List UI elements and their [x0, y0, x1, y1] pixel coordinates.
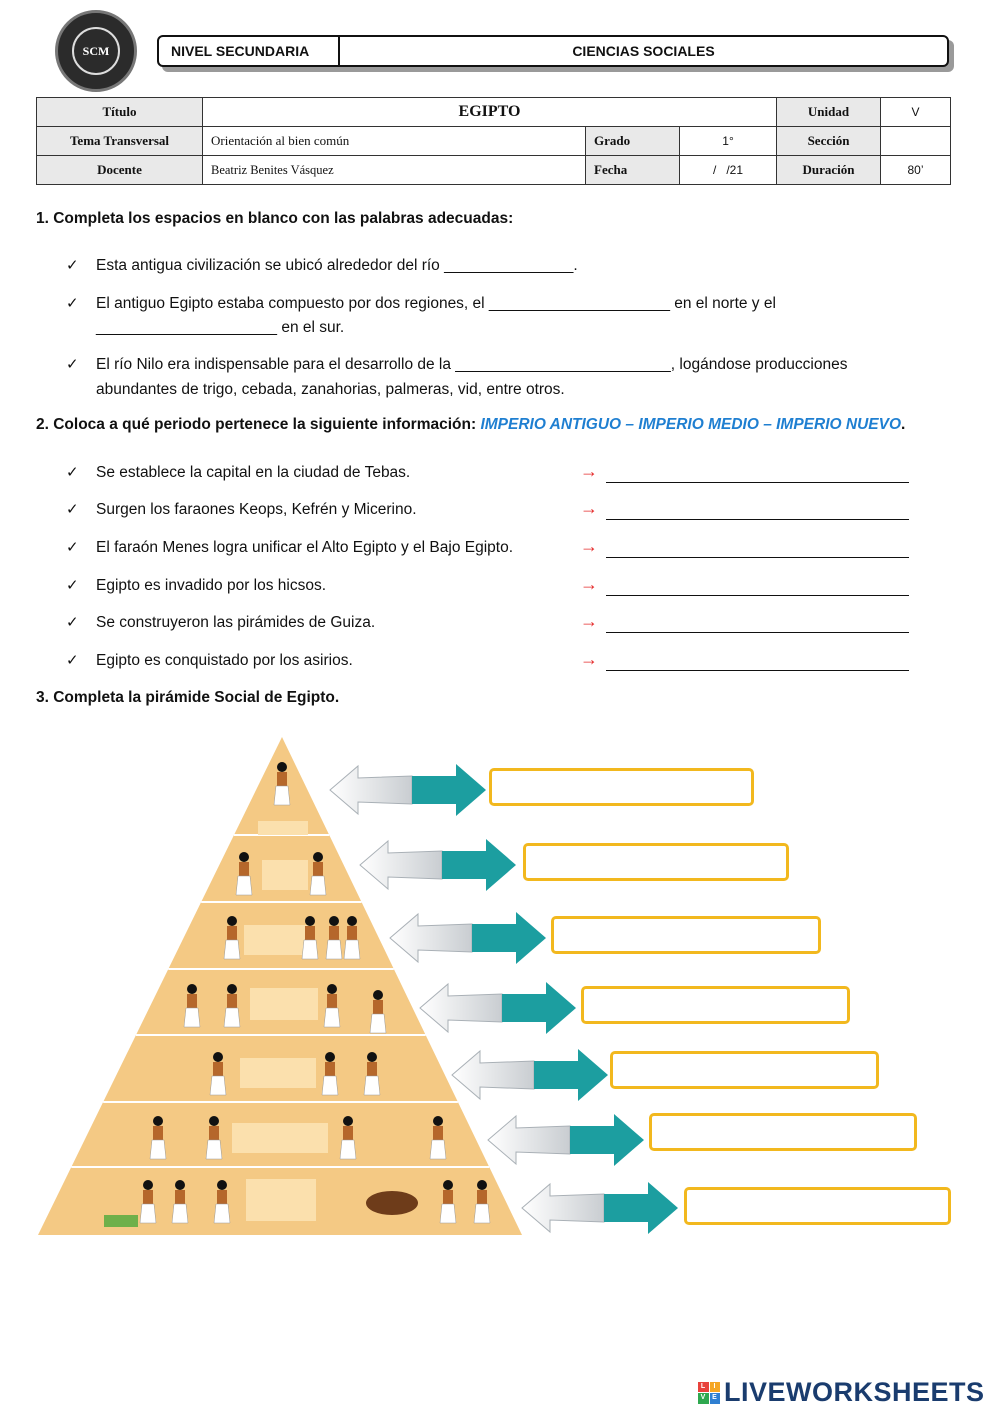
double-arrow-icon — [420, 982, 576, 1034]
red-arrow-icon: → — [580, 574, 598, 594]
check-icon: ✓ — [66, 356, 79, 373]
tier-panel — [244, 925, 308, 955]
tier-panel — [262, 860, 308, 890]
pyramid-body — [38, 737, 522, 1235]
pyramid-answer-box[interactable] — [684, 1187, 951, 1225]
red-arrow-icon: → — [580, 536, 598, 556]
check-icon: ✓ — [66, 652, 79, 669]
q1-heading: 1. Completa los espacios en blanco con las palabras adecuadas: — [36, 210, 514, 227]
unidad-value: V — [881, 98, 951, 127]
seccion-value — [881, 127, 951, 156]
level-label: NIVEL SECUNDARIA — [159, 37, 340, 65]
tema-value: Orientación al bien común — [203, 127, 586, 156]
check-icon: ✓ — [66, 295, 79, 312]
q3-heading: 3. Completa la pirámide Social de Egipto. — [36, 689, 340, 706]
duracion-label: Duración — [777, 156, 881, 185]
tier-panel — [232, 1123, 328, 1153]
brand-name: LIVEWORKSHEETS — [724, 1377, 985, 1407]
check-icon: ✓ — [66, 257, 79, 274]
red-arrow-icon: → — [580, 461, 598, 481]
pyramid-answer-box[interactable] — [551, 916, 821, 954]
tier-panel — [246, 1179, 316, 1221]
titulo-value: EGIPTO — [203, 98, 777, 127]
q2-heading: 2. Coloca a qué periodo pertenece la siguiente información: IMPERIO ANTIGUO – IMPERIO MEDIO – IMPERIO NUEVO. — [36, 416, 906, 433]
double-arrow-icon — [390, 912, 546, 964]
titulo-label: Título — [37, 98, 203, 127]
tema-label: Tema Transversal — [37, 127, 203, 156]
ox-icon — [366, 1191, 418, 1215]
pyramid-answer-box[interactable] — [523, 843, 789, 881]
red-arrow-icon: → — [580, 611, 598, 631]
q2-answer-blank[interactable] — [606, 575, 909, 596]
tier-panel — [240, 1058, 316, 1088]
wheat-icon — [104, 1215, 138, 1227]
info-table — [36, 97, 951, 185]
school-logo — [55, 10, 137, 92]
unidad-label: Unidad — [777, 98, 881, 127]
grado-value: 1° — [680, 127, 777, 156]
pyramid-answer-box[interactable] — [489, 768, 754, 806]
grado-label: Grado — [586, 127, 680, 156]
fecha-label: Fecha — [586, 156, 680, 185]
q2-answer-blank[interactable] — [606, 499, 909, 520]
red-arrow-icon: → — [580, 649, 598, 669]
pyramid-answer-box[interactable] — [610, 1051, 879, 1089]
tier-panel — [250, 988, 318, 1020]
q2-options: IMPERIO ANTIGUO – IMPERIO MEDIO – IMPERIO NUEVO — [480, 416, 901, 433]
pyramid-answer-box[interactable] — [581, 986, 850, 1024]
subject-label: CIENCIAS SOCIALES — [572, 43, 715, 59]
q2-answer-blank[interactable] — [606, 612, 909, 633]
fecha-value: / /21 — [680, 156, 777, 185]
pyramid-answer-box[interactable] — [649, 1113, 917, 1151]
docente-label: Docente — [37, 156, 203, 185]
double-arrow-icon — [522, 1182, 678, 1234]
check-icon: ✓ — [66, 577, 79, 594]
tier-panel — [258, 821, 308, 835]
red-arrow-icon: → — [580, 498, 598, 518]
seccion-label: Sección — [777, 127, 881, 156]
check-icon: ✓ — [66, 501, 79, 518]
check-icon: ✓ — [66, 464, 79, 481]
docente-value: Beatriz Benites Vásquez — [203, 156, 586, 185]
double-arrow-icon — [488, 1114, 644, 1166]
brand-badge-icon: L I V E — [698, 1382, 720, 1404]
check-icon: ✓ — [66, 539, 79, 556]
duracion-value: 80’ — [881, 156, 951, 185]
check-icon: ✓ — [66, 614, 79, 631]
double-arrow-icon — [330, 764, 486, 816]
q2-answer-blank[interactable] — [606, 650, 909, 671]
header-bar — [157, 35, 949, 67]
double-arrow-icon — [452, 1049, 608, 1101]
q2-answer-blank[interactable] — [606, 537, 909, 558]
q2-answer-blank[interactable] — [606, 462, 909, 483]
liveworksheets-logo — [698, 1377, 985, 1408]
double-arrow-icon — [360, 839, 516, 891]
logo-text: SCM — [72, 27, 120, 75]
